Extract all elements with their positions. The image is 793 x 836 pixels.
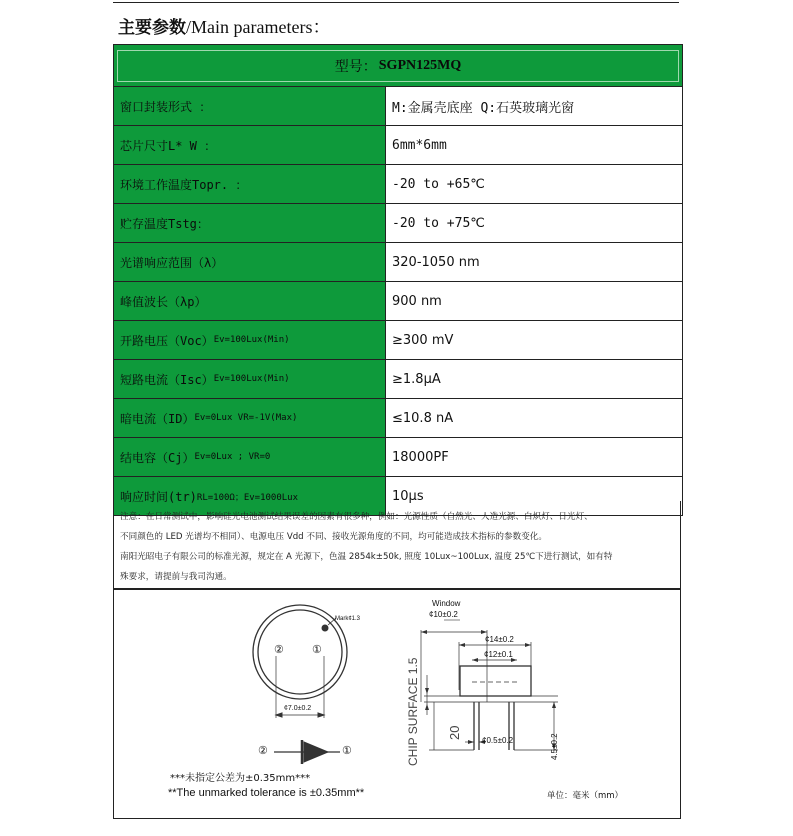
- inner-circle: [258, 610, 342, 694]
- param-condition: Ev=100Lux(Min): [213, 335, 290, 345]
- dia7-label: ¢7.0±0.2: [284, 705, 312, 712]
- param-value: 320-1050 nm: [392, 254, 480, 270]
- model-title: [117, 50, 679, 82]
- param-value: M:金属壳底座 Q:石英玻璃光窗: [392, 100, 575, 116]
- notes-block: [113, 501, 681, 589]
- pin1-label: ①: [312, 644, 322, 656]
- param-value: 6mm*6mm: [392, 137, 447, 153]
- chip-surface-label: CHIP SURFACE 1.5: [406, 657, 420, 766]
- heading-zh: 主要参数: [118, 18, 186, 38]
- table-row: [114, 438, 682, 477]
- d14-label: ¢14±0.2: [485, 635, 514, 644]
- note-line: 注意：在日常测试中，影响硅光电池测试结果误差的因素有很多种，例如：光源性质（自然光、人造光源、白炽灯、日光灯、: [120, 512, 593, 522]
- heading-en: /Main parameters：: [186, 17, 331, 37]
- param-label: 暗电流（ID）: [120, 411, 195, 426]
- length-label: 20: [447, 725, 462, 740]
- model-prefix: 型号：: [334, 59, 377, 75]
- note-line: 殊要求，请提前与我司沟通。: [120, 572, 232, 582]
- table-row: [114, 360, 682, 399]
- mark-label: Mark¢1.3: [335, 616, 361, 622]
- d12-label: ¢12±0.1: [484, 650, 513, 659]
- param-label-cell: [114, 87, 386, 125]
- param-value: ≥300 mV: [392, 332, 454, 348]
- window-label: Window: [432, 599, 461, 608]
- param-condition: Ev=0Lux VR=-1V(Max): [194, 413, 298, 423]
- param-label: 光谱响应范围（λ）: [120, 255, 224, 270]
- param-label: 峰值波长（λp）: [120, 294, 207, 309]
- tolerance-zh: ***未指定公差为±0.35mm***: [170, 773, 311, 784]
- mark-dot: [322, 625, 328, 631]
- table-row: [114, 321, 682, 360]
- param-label: 贮存温度Tstg：: [120, 216, 209, 231]
- param-condition: Ev=100Lux(Min): [213, 374, 290, 384]
- note-line: 不同颜色的 LED 光谱均不相同）、电源电压 Vdd 不同、接收光源角度的不同，均可能造成技术指标的参数变化。: [120, 532, 547, 542]
- param-label-cell: [114, 282, 386, 320]
- param-value: 18000PF: [392, 449, 449, 465]
- model-row: [114, 45, 682, 87]
- param-label-cell: [114, 204, 386, 242]
- table-row: [114, 165, 682, 204]
- param-condition: RL=100Ω；Ev=1000Lux: [196, 492, 299, 503]
- note-line: 南阳光昭电子有限公司的标准光源，规定在 A 光源下，色温 2854k±50k, 照度 10Lux~100Lux, 温度 25℃下进行测试，如有特: [120, 552, 613, 562]
- param-label-cell: [114, 243, 386, 281]
- height-label: 4.5±0.2: [550, 733, 559, 760]
- param-label-cell: [114, 360, 386, 398]
- param-label-cell: [114, 321, 386, 359]
- param-value: -20 to +65℃: [392, 176, 485, 192]
- dimension-drawing: [113, 589, 681, 819]
- param-label-cell: [114, 399, 386, 437]
- pin2-label: ②: [274, 644, 284, 656]
- parameter-table: [113, 44, 683, 516]
- param-label: 响应时间(tr): [120, 489, 197, 504]
- param-value: ≥1.8μA: [392, 371, 441, 387]
- top-view: [253, 605, 347, 718]
- table-row: [114, 204, 682, 243]
- param-label-cell: [114, 126, 386, 164]
- param-value: -20 to +75℃: [392, 215, 485, 231]
- window-dia-label: ¢10±0.2: [429, 610, 458, 619]
- table-row: [114, 126, 682, 165]
- table-row: [114, 282, 682, 321]
- model-number: SGPN125MQ: [378, 57, 462, 73]
- param-condition: Ev=0Lux ; VR=0: [194, 452, 271, 462]
- diode-pin1: ①: [342, 745, 352, 757]
- param-label-cell: [114, 438, 386, 476]
- outer-circle: [253, 605, 347, 699]
- diode-pin2: ②: [258, 745, 268, 757]
- pin-dia-label: ¢0.5±0.2: [482, 736, 514, 745]
- param-value: ≤10.8 nA: [392, 410, 454, 426]
- param-label-cell: [114, 165, 386, 203]
- diode-symbol: [274, 740, 340, 764]
- tolerance-en: **The unmarked tolerance is ±0.35mm**: [168, 787, 365, 799]
- param-label: 短路电流（Isc）: [120, 372, 214, 387]
- param-value: 900 nm: [392, 293, 442, 309]
- param-label: 环境工作温度Topr. ：: [120, 177, 248, 192]
- table-row: [114, 399, 682, 438]
- param-label: 开路电压（Voc）: [120, 333, 214, 348]
- param-value: 10μs: [392, 488, 424, 504]
- param-label: 芯片尺寸L* W ：: [120, 138, 217, 153]
- table-row: [114, 87, 682, 126]
- param-label: 结电容（Cj）: [120, 450, 195, 465]
- table-row: [114, 243, 682, 282]
- unit-label: 单位：毫米（mm）: [547, 791, 624, 801]
- top-rule: [113, 2, 679, 3]
- section-heading: [118, 13, 330, 39]
- param-label: 窗口封装形式 ：: [120, 99, 212, 114]
